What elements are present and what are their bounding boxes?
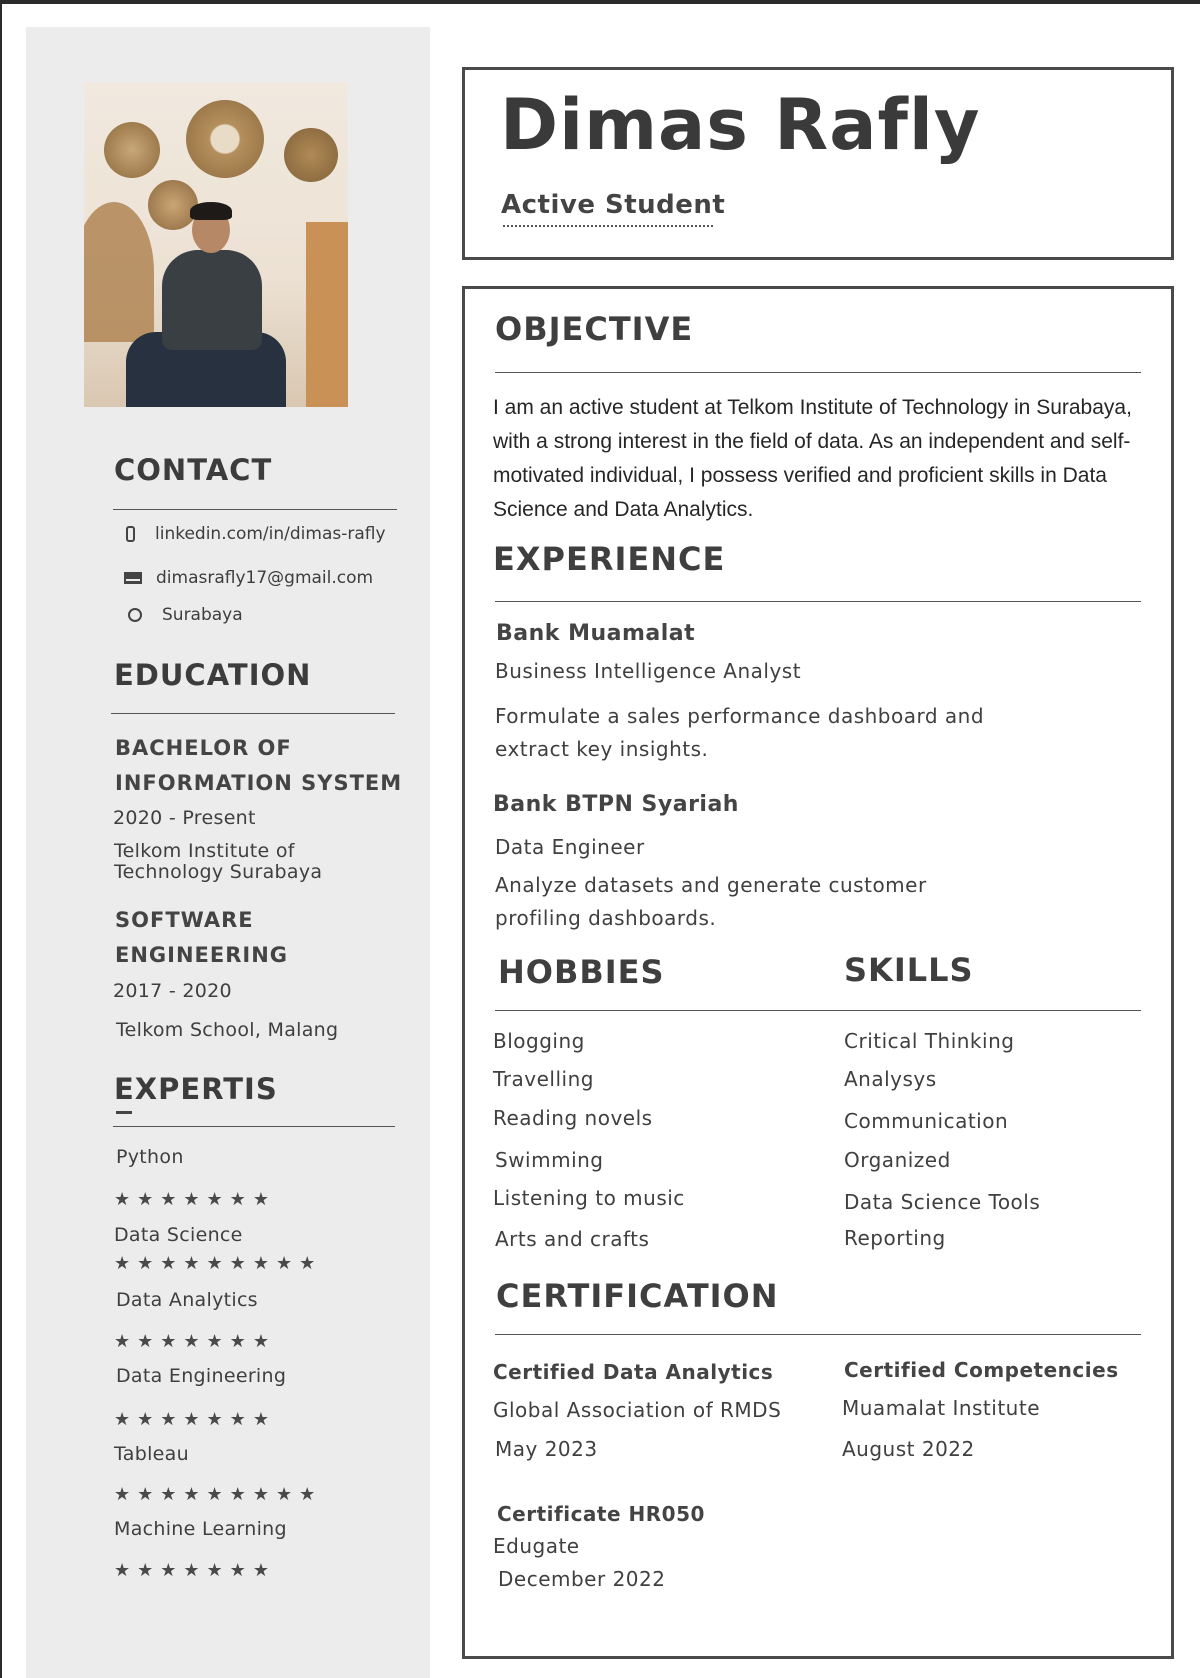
education-divider <box>111 713 395 714</box>
cert-issuer: Global Association of RMDS <box>493 1398 782 1422</box>
expertise-name: Data Science <box>114 1224 243 1246</box>
hobbies-heading: HOBBIES <box>498 953 665 991</box>
profile-photo <box>84 82 348 407</box>
hobby-item: Blogging <box>493 1029 585 1053</box>
cert-title: Certificate HR050 <box>497 1502 705 1526</box>
objective-divider <box>495 372 1141 373</box>
education-years-2: 2017 - 2020 <box>113 980 232 1002</box>
education-degree-2: SOFTWARE ENGINEERING <box>115 908 289 967</box>
hobby-item: Reading novels <box>493 1106 653 1130</box>
rating-stars: ★★★★★★★ <box>114 1409 276 1430</box>
hobby-item: Listening to music <box>493 1186 685 1210</box>
contact-email[interactable] <box>124 568 373 588</box>
cert-issuer: Edugate <box>493 1534 580 1558</box>
skills-heading: SKILLS <box>844 951 974 989</box>
contact-linkedin[interactable] <box>120 524 386 544</box>
contact-linkedin-text: linkedin.com/in/dimas-rafly <box>155 524 386 544</box>
left-border <box>0 0 2 1678</box>
skill-item: Critical Thinking <box>844 1029 1015 1053</box>
cert-date: December 2022 <box>498 1567 666 1591</box>
expertise-name: Tableau <box>114 1443 189 1465</box>
job-role: Data Engineer <box>495 835 645 859</box>
contact-location-text: Surabaya <box>162 605 243 625</box>
rating-stars: ★★★★★★★ <box>114 1189 276 1210</box>
skill-item: Data Science Tools <box>844 1190 1041 1214</box>
mail-icon <box>124 572 142 584</box>
job-description: Analyze datasets and generate customer profiling dashboards. <box>495 873 927 930</box>
rating-stars: ★★★★★★★★★ <box>114 1484 323 1505</box>
cert-date: May 2023 <box>495 1437 598 1461</box>
contact-location <box>124 605 243 625</box>
cert-title: Certified Data Analytics <box>493 1360 774 1384</box>
skill-item: Communication <box>844 1109 1009 1133</box>
hobby-item: Travelling <box>493 1067 594 1091</box>
education-school-2: Telkom School, Malang <box>116 1019 339 1041</box>
education-school-1: Telkom Institute of Technology Surabaya <box>114 840 323 883</box>
education-years-1: 2020 - Present <box>113 807 256 829</box>
certification-heading: CERTIFICATION <box>496 1277 779 1315</box>
job-role: Business Intelligence Analyst <box>495 659 802 683</box>
contact-heading: CONTACT <box>114 453 273 487</box>
certification-divider <box>495 1334 1141 1335</box>
hobby-item: Arts and crafts <box>495 1227 650 1251</box>
skill-item: Analysys <box>844 1067 937 1091</box>
skill-item: Reporting <box>844 1226 946 1250</box>
expertise-heading: EXPERTIS <box>114 1072 278 1106</box>
rating-stars: ★★★★★★★ <box>114 1560 276 1581</box>
objective-text: I am an active student at Telkom Institute of Technology in Surabaya, with a strong interest in the field of data. As an independent and self-motivated individual, I possess verified and proficient skills in Data Science and Data Analytics. <box>493 396 1132 521</box>
expertise-divider <box>113 1126 395 1127</box>
candidate-title: Active Student <box>501 190 726 220</box>
objective-heading: OBJECTIVE <box>495 310 694 348</box>
subtitle-underline <box>503 225 713 229</box>
cert-date: August 2022 <box>842 1437 975 1461</box>
experience-heading: EXPERIENCE <box>493 540 726 578</box>
rating-stars: ★★★★★★★★★ <box>114 1253 323 1274</box>
education-degree-1: BACHELOR OF INFORMATION SYSTEM <box>115 736 403 795</box>
contact-divider <box>113 509 397 510</box>
education-heading: EDUCATION <box>114 658 312 692</box>
hobby-item: Swimming <box>495 1148 604 1172</box>
candidate-name: Dimas Rafly <box>500 84 981 166</box>
skill-item: Organized <box>844 1148 951 1172</box>
expertise-name: Machine Learning <box>114 1518 287 1540</box>
top-border <box>0 0 1200 4</box>
expertise-name: Data Analytics <box>116 1289 258 1311</box>
expertise-name: Python <box>116 1146 184 1168</box>
cert-issuer: Muamalat Institute <box>842 1396 1040 1420</box>
contact-email-text: dimasrafly17@gmail.com <box>156 568 374 588</box>
location-pin-icon <box>128 608 142 622</box>
cert-title: Certified Competencies <box>844 1358 1119 1382</box>
hobbies-skills-divider <box>495 1010 1141 1011</box>
expertise-name: Data Engineering <box>116 1365 287 1387</box>
expertise-accent <box>116 1111 132 1114</box>
phone-icon <box>126 526 135 542</box>
experience-divider <box>495 601 1141 602</box>
job-description: Formulate a sales performance dashboard and extract key insights. <box>495 704 985 761</box>
job-company: Bank BTPN Syariah <box>493 792 739 817</box>
rating-stars: ★★★★★★★ <box>114 1331 276 1352</box>
job-company: Bank Muamalat <box>496 621 696 646</box>
